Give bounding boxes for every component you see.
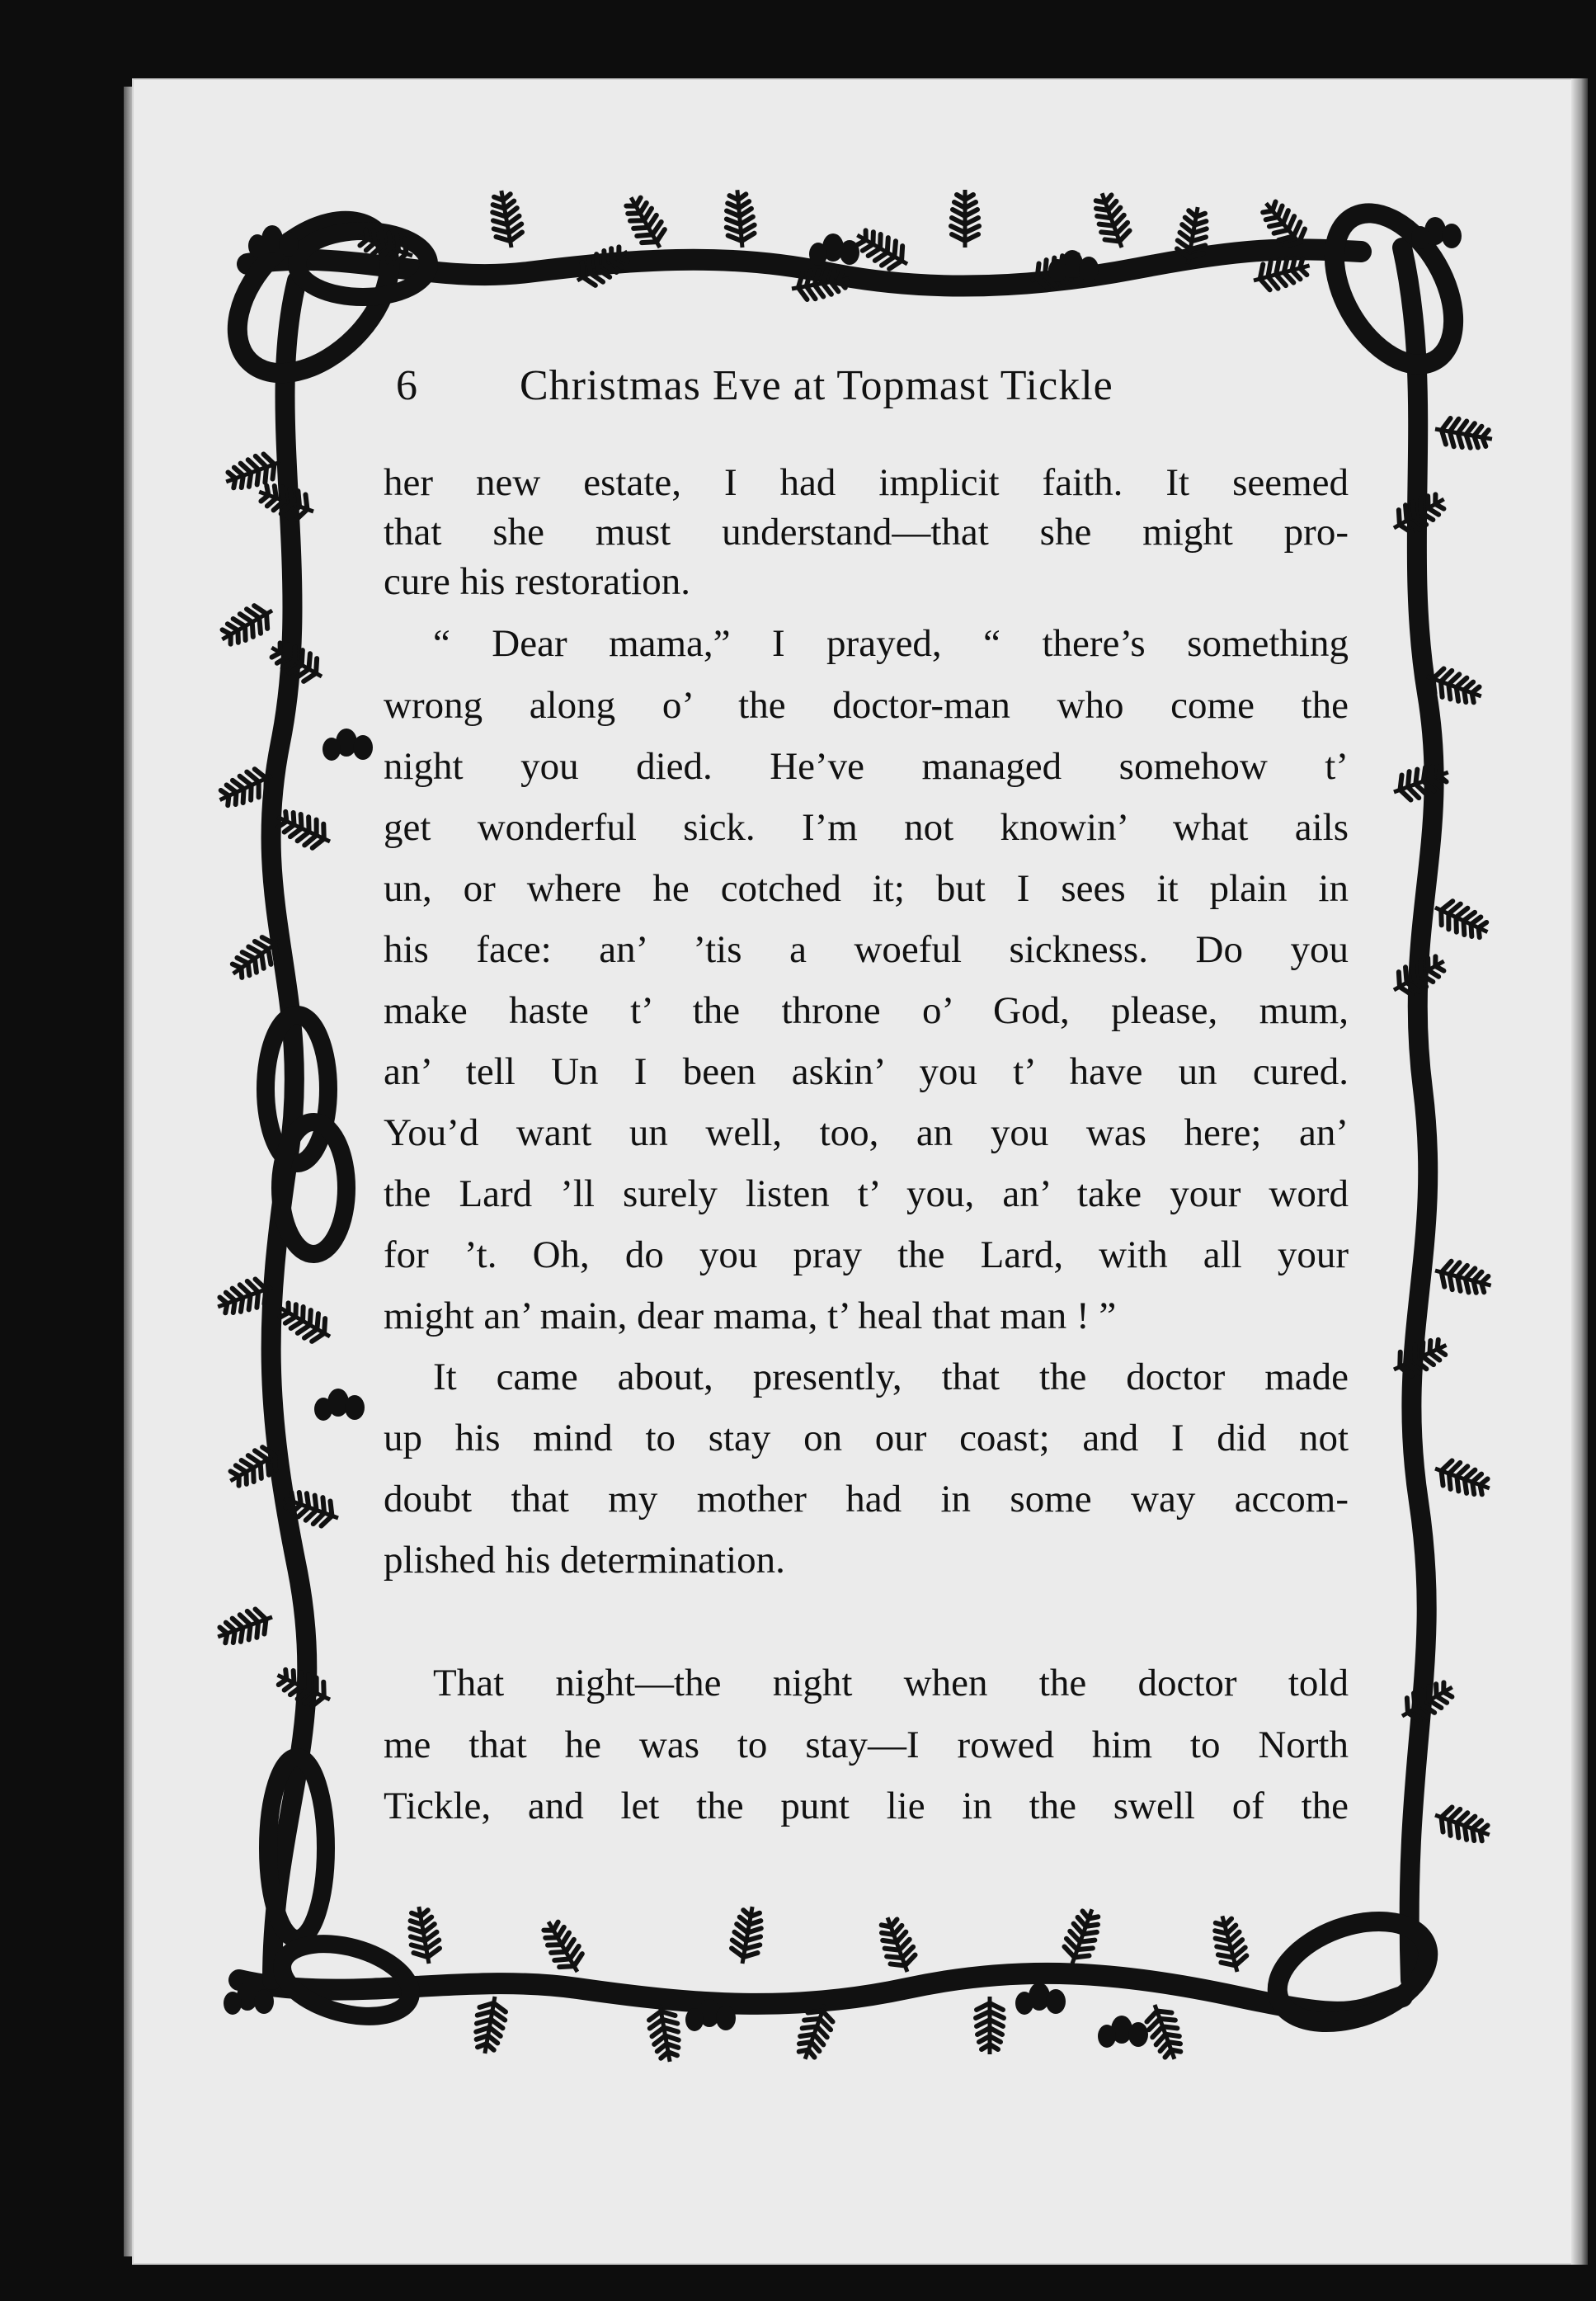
text-line: might an’ main, dear mama, t’ heal that man ! ”	[384, 1294, 1117, 1337]
text-line: wrong along o’ the doctor-man who come the	[384, 684, 1349, 727]
text-line: That night—the night when the doctor told	[433, 1662, 1349, 1705]
text-line: make haste t’ the throne o’ God, please, mum,	[384, 989, 1349, 1032]
rope-loop-top-right	[1310, 192, 1478, 384]
text-line: night you died. He’ve managed somehow t’	[384, 745, 1349, 788]
text-line: cure his restoration.	[384, 560, 690, 603]
text-line: me that he was to stay—I rowed him to North	[384, 1723, 1349, 1766]
text-line: his face: an’ ’tis a woeful sickness. Do you	[384, 928, 1349, 971]
text-line: the Lard ’ll surely listen t’ you, an’ take your word	[384, 1172, 1349, 1215]
text-line: doubt that my mother had in some way accom-	[384, 1478, 1349, 1521]
text-line: get wonderful sick. I’m not knowin’ what ails	[384, 806, 1349, 849]
rope-loop-bottom-right	[1264, 1903, 1442, 2041]
text-line: an’ tell Un I been askin’ you t’ have un cured.	[384, 1050, 1349, 1093]
text-line: up his mind to stay on our coast; and I did not	[384, 1417, 1349, 1459]
text-line: You’d want un well, too, an you was here; an’	[384, 1111, 1349, 1154]
page-number: 6	[396, 362, 417, 409]
text-line: un, or where he cotched it; but I sees it plain in	[384, 867, 1349, 910]
text-line: Tickle, and let the punt lie in the swell of the	[384, 1785, 1349, 1827]
text-line: for ’t. Oh, do you pray the Lard, with all your	[384, 1233, 1349, 1276]
text-line: “ Dear mama,” I prayed, “ there’s something	[433, 622, 1349, 665]
text-line: It came about, presently, that the doctor made	[433, 1356, 1349, 1398]
fern-right	[1387, 415, 1495, 1848]
text-line: her new estate, I had implicit faith. It seemed	[384, 461, 1349, 504]
text-line: that she must understand—that she might pro-	[384, 511, 1349, 554]
running-title: Christmas Eve at Topmast Tickle	[520, 362, 1113, 409]
text-line: plished his determination.	[384, 1539, 785, 1582]
